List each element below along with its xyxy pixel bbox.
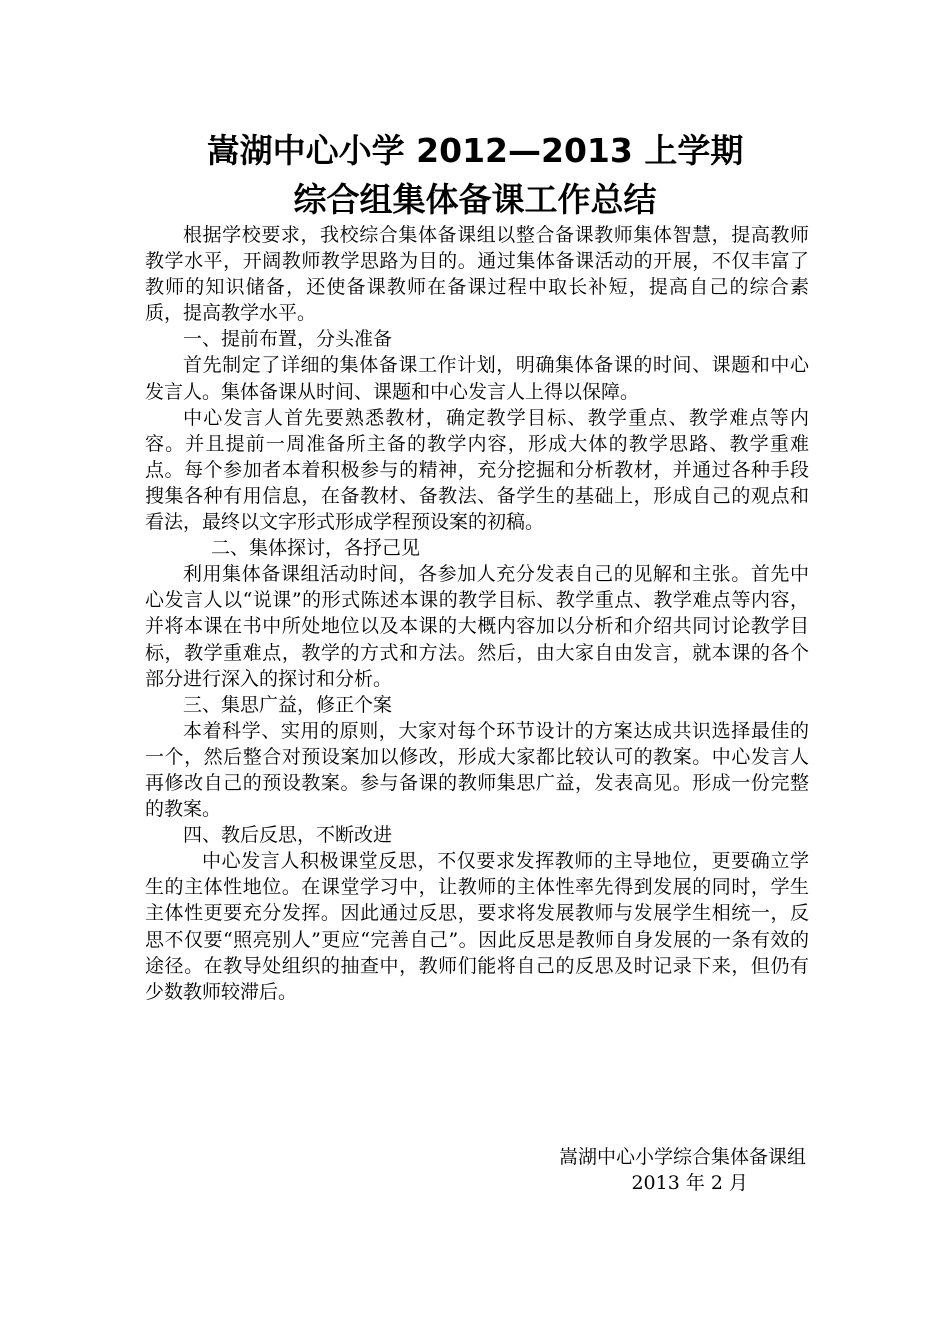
intro-paragraph: 根据学校要求，我校综合集体备课组以整合备课教师集体智慧，提高教师教学水平，开阔教师教学思路为目的。通过集体备课活动的开展，不仅丰富了教师的知识储备，还使备课教师在备课过程中取长补短，提高自己的综合素质，提高教学水平。 — [145, 224, 809, 325]
section1-heading: 一、提前布置，分头准备 — [183, 328, 393, 351]
document-body — [145, 222, 809, 1005]
section3-heading: 三、集思广益，修正个案 — [183, 693, 393, 716]
section4-heading: 四、教后反思，不断改进 — [183, 824, 393, 847]
section3-paragraph-1: 本着科学、实用的原则，大家对每个环节设计的方案达成共识选择最佳的一个，然后整合对预设案加以修改，形成大家都比较认可的教案。中心发言人再修改自己的预设教案。参与备课的教师集思广益，发表高见。形成一份完整的教案。 — [145, 719, 809, 821]
section1-paragraph-2: 中心发言人首先要熟悉教材，确定教学目标、教学重点、教学难点等内容。并且提前一周准备所主备的教学内容，形成大体的教学思路、教学重难点。每个参加者本着积极参与的精神，充分挖掘和分析教材，并通过各种手段搜集各种有用信息，在备教材、备教法、备学生的基础上，形成自己的观点和看法，最终以文字形式形成学程预设案的初稿。 — [145, 406, 809, 534]
signature-organization: 嵩湖中心小学综合集体备课组 — [558, 1146, 806, 1168]
section4-paragraph-1: 中心发言人积极课堂反思，不仅要求发挥教师的主导地位，更要确立学生的主体性地位。在课堂学习中，让教师的主体性率先得到发展的同时，学生主体性更要充分发挥。因此通过反思，要求将发展教师与发展学生相统一，反思不仅要“照亮别人”更应“完善自己”。因此反思是教师自身发展的一条有效的途径。在教导处组织的抽查中，教师们能将自己的反思及时记录下来，但仍有少数教师较滞后。 — [145, 850, 809, 1003]
section1-paragraph-1: 首先制定了详细的集体备课工作计划，明确集体备课的时间、课题和中心发言人。集体备课从时间、课题和中心发言人上得以保障。 — [145, 354, 809, 403]
signature-date: 2013 年 2 月 — [631, 1172, 748, 1194]
section2-heading: 二、集体探讨，各抒己见 — [211, 537, 421, 560]
document-title-line2: 综合组集体备课工作总结 — [293, 180, 657, 219]
document-title-line1: 嵩湖中心小学 2012—2013 上学期 — [206, 131, 744, 170]
section2-paragraph-1: 利用集体备课组活动时间，各参加人充分发表自己的见解和主张。首先中心发言人以“说课”的形式陈述本课的教学目标、教学重点、教学难点等内容，并将本课在书中所处地位以及本课的大概内容加以分析和介绍共同讨论教学目标，教学重难点，教学的方式和方法。然后，由大家自由发言，就本课的各个部分进行深入的探讨和分析。 — [145, 563, 809, 690]
